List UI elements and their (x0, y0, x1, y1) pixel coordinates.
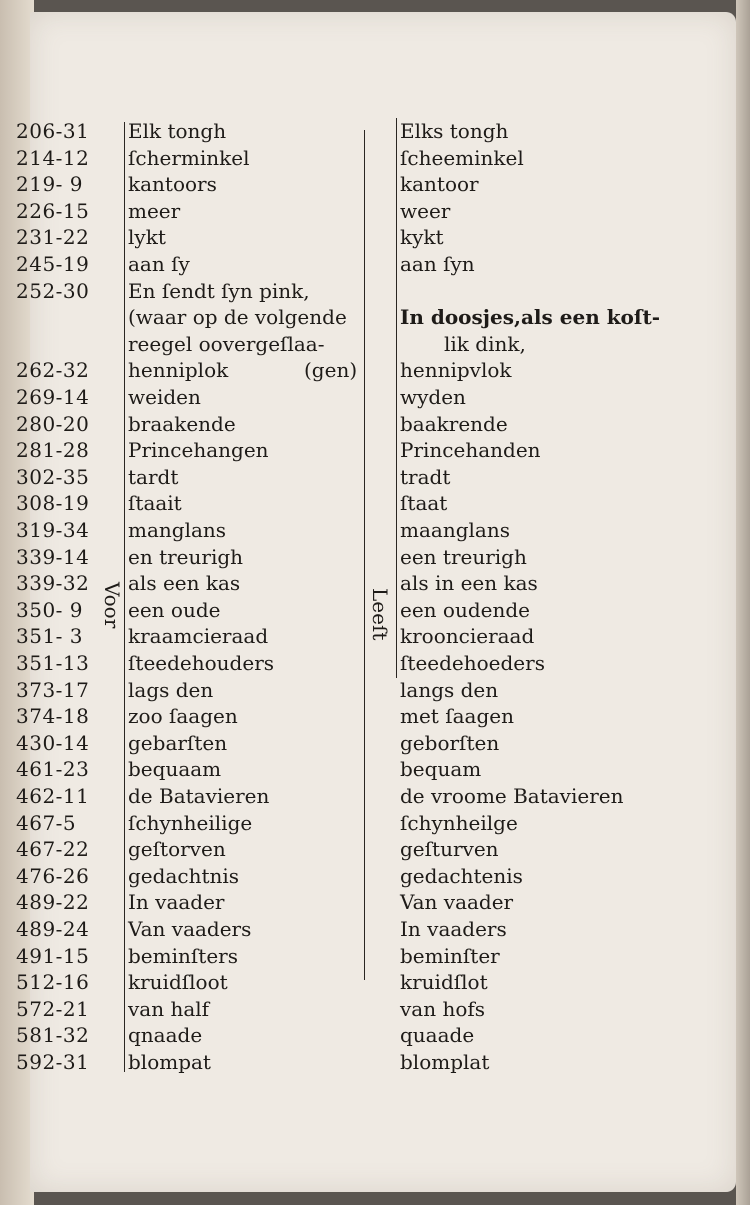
corrected-text: aan ſyn (400, 252, 475, 276)
page-line-ref: 350- 9 (16, 597, 84, 622)
corrected-text: als in een kas (400, 571, 538, 596)
page-line-ref: 512-16 (16, 970, 90, 995)
original-text: en treurigh (128, 544, 244, 569)
corrected-text-line: lik dink, (444, 331, 526, 356)
errata-row (0, 490, 750, 516)
original-text: de Batavieren (128, 784, 270, 808)
original-text: ſchynheilige (128, 810, 253, 835)
page-line-ref: 339-32 (16, 571, 90, 596)
page-line-ref: 572-21 (16, 996, 90, 1021)
original-text: geſtorven (128, 837, 226, 862)
page-line-ref: 351- 3 (16, 624, 84, 649)
page-line-ref: 461-23 (16, 757, 90, 782)
original-text: gedachtnis (128, 863, 240, 888)
original-text: aan ſy (128, 252, 190, 276)
errata-row (0, 996, 750, 1022)
corrected-text: weer (400, 198, 451, 223)
corrected-text-line: In doosjes,als een koſt- (400, 305, 661, 330)
corrected-text: kruidſlot (400, 970, 488, 995)
page-line-ref: 592-31 (16, 1050, 90, 1074)
errata-row (0, 357, 750, 383)
original-text: Elk tongh (128, 119, 227, 143)
corrected-text: ſchynheilge (400, 810, 518, 835)
page-line-ref: 351-13 (16, 651, 90, 675)
corrected-text: blomplat (400, 1050, 490, 1074)
original-text: meer (128, 198, 181, 223)
errata-row (0, 1049, 750, 1075)
page-line-ref: 219- 9 (16, 172, 84, 197)
page-line-ref: 581-32 (16, 1023, 90, 1048)
page-line-ref: 467-22 (16, 837, 90, 862)
errata-row (0, 384, 750, 410)
corrected-text: maanglans (400, 518, 510, 542)
page-line-ref: 476-26 (16, 863, 90, 888)
corrected-text: gedachtenis (400, 863, 523, 888)
errata-row (0, 836, 750, 862)
page-line-ref: 262-32 (16, 358, 90, 383)
corrected-text: bequam (400, 757, 482, 782)
page-line-ref: 462-11 (16, 784, 90, 808)
page-line-ref: 489-22 (16, 890, 90, 915)
original-text: Princehangen (128, 438, 269, 463)
errata-row (0, 916, 750, 942)
leest-label: Leeſt (368, 588, 392, 641)
corrected-text: tradt (400, 464, 451, 489)
original-text: ſtaait (128, 491, 182, 516)
errata-row (0, 889, 750, 915)
errata-row (0, 118, 750, 144)
errata-row (0, 437, 750, 463)
page-line-ref: 308-19 (16, 491, 90, 516)
page-line-ref: 231-22 (16, 225, 90, 250)
original-text-line: (waar op de volgende (128, 305, 347, 330)
errata-row (0, 464, 750, 490)
corrected-text: met ſaagen (400, 704, 514, 729)
page-line-ref: 226-15 (16, 198, 90, 223)
page-line-ref: 430-14 (16, 730, 90, 755)
original-text: kruidſloot (128, 970, 228, 995)
errata-row (0, 411, 750, 437)
corrected-text: geſturven (400, 837, 499, 862)
errata-row (0, 623, 750, 649)
page-line-ref: 491-15 (16, 943, 90, 968)
original-text: In vaader (128, 890, 225, 915)
errata-row (0, 756, 750, 782)
page-line-ref: 280-20 (16, 411, 90, 436)
original-text: zoo ſaagen (128, 704, 238, 729)
corrected-text: van hofs (400, 996, 486, 1021)
corrected-text: hennipvlok (400, 358, 512, 383)
corrected-text: ſcheeminkel (400, 145, 524, 170)
errata-row (0, 251, 750, 277)
corrected-text: ſtaat (400, 491, 448, 516)
corrected-text: baakrende (400, 411, 508, 436)
original-text: Van vaaders (128, 917, 252, 941)
page-line-ref: 252-30 (16, 278, 90, 303)
errata-row (0, 1022, 750, 1048)
page-line-ref: 489-24 (16, 917, 90, 941)
original-text: als een kas (128, 571, 241, 596)
corrected-text: wyden (400, 385, 466, 409)
corrected-text: In vaaders (400, 917, 507, 941)
page-line-ref: 206-31 (16, 119, 90, 143)
errata-row (0, 198, 750, 224)
original-text-extra: (gen) (304, 358, 358, 383)
corrected-text: ſteedehoeders (400, 651, 545, 675)
original-text: weiden (128, 385, 201, 409)
corrected-text: Van vaader (400, 890, 514, 915)
errata-row (0, 783, 750, 809)
corrected-text: Princehanden (400, 438, 541, 463)
original-text: blompat (128, 1050, 211, 1074)
errata-row (0, 171, 750, 197)
corrected-text: geborſten (400, 730, 500, 755)
errata-row (0, 863, 750, 889)
page-line-ref: 467-5 (16, 810, 77, 835)
original-text: bequaam (128, 757, 222, 782)
corrected-text: een oudende (400, 597, 530, 622)
original-text: qnaade (128, 1023, 203, 1048)
page-line-ref: 373-17 (16, 677, 90, 702)
page-line-ref: 374-18 (16, 704, 90, 729)
corrected-text: een treurigh (400, 544, 527, 569)
original-text: ſteedehouders (128, 651, 275, 675)
original-text: henniplok (128, 358, 229, 383)
voor-label: Voor (100, 582, 124, 629)
original-text: kantoors (128, 172, 217, 197)
original-text: gebarſten (128, 730, 228, 755)
original-text: van half (128, 996, 210, 1021)
original-text: beminſters (128, 943, 238, 968)
original-text: ſcherminkel (128, 145, 250, 170)
page-line-ref: 319-34 (16, 518, 90, 542)
original-text: tardt (128, 464, 179, 489)
corrected-text: Elks tongh (400, 119, 509, 143)
errata-row (0, 597, 750, 623)
errata-row (0, 677, 750, 703)
original-text: lykt (128, 225, 166, 250)
errata-row (0, 730, 750, 756)
corrected-text: quaade (400, 1023, 475, 1048)
errata-row (0, 570, 750, 596)
corrected-text: kantoor (400, 172, 479, 197)
page-line-ref: 281-28 (16, 438, 90, 463)
errata-row (0, 517, 750, 543)
page-line-ref: 302-35 (16, 464, 90, 489)
page-line-ref: 339-14 (16, 544, 90, 569)
page-line-ref: 269-14 (16, 385, 90, 409)
errata-row (0, 650, 750, 676)
errata-row (0, 703, 750, 729)
original-text: kraamcieraad (128, 624, 269, 649)
errata-row (0, 969, 750, 995)
corrected-text: kykt (400, 225, 444, 250)
corrected-text: krooncieraad (400, 624, 535, 649)
errata-row (0, 224, 750, 250)
errata-row (0, 544, 750, 570)
original-text: manglans (128, 518, 227, 542)
errata-row (0, 810, 750, 836)
original-text: lags den (128, 677, 214, 702)
errata-row (0, 145, 750, 171)
corrected-text: de vroome Batavieren (400, 784, 624, 808)
page-line-ref: 245-19 (16, 252, 90, 276)
corrected-text: beminſter (400, 943, 500, 968)
corrected-text: langs den (400, 677, 499, 702)
original-text: een oude (128, 597, 221, 622)
original-text-line: En ſendt ſyn pink, (128, 278, 310, 303)
page-line-ref: 214-12 (16, 145, 90, 170)
errata-row (0, 943, 750, 969)
original-text-line: reegel oovergeſlaa- (128, 331, 325, 356)
original-text: braakende (128, 411, 236, 436)
